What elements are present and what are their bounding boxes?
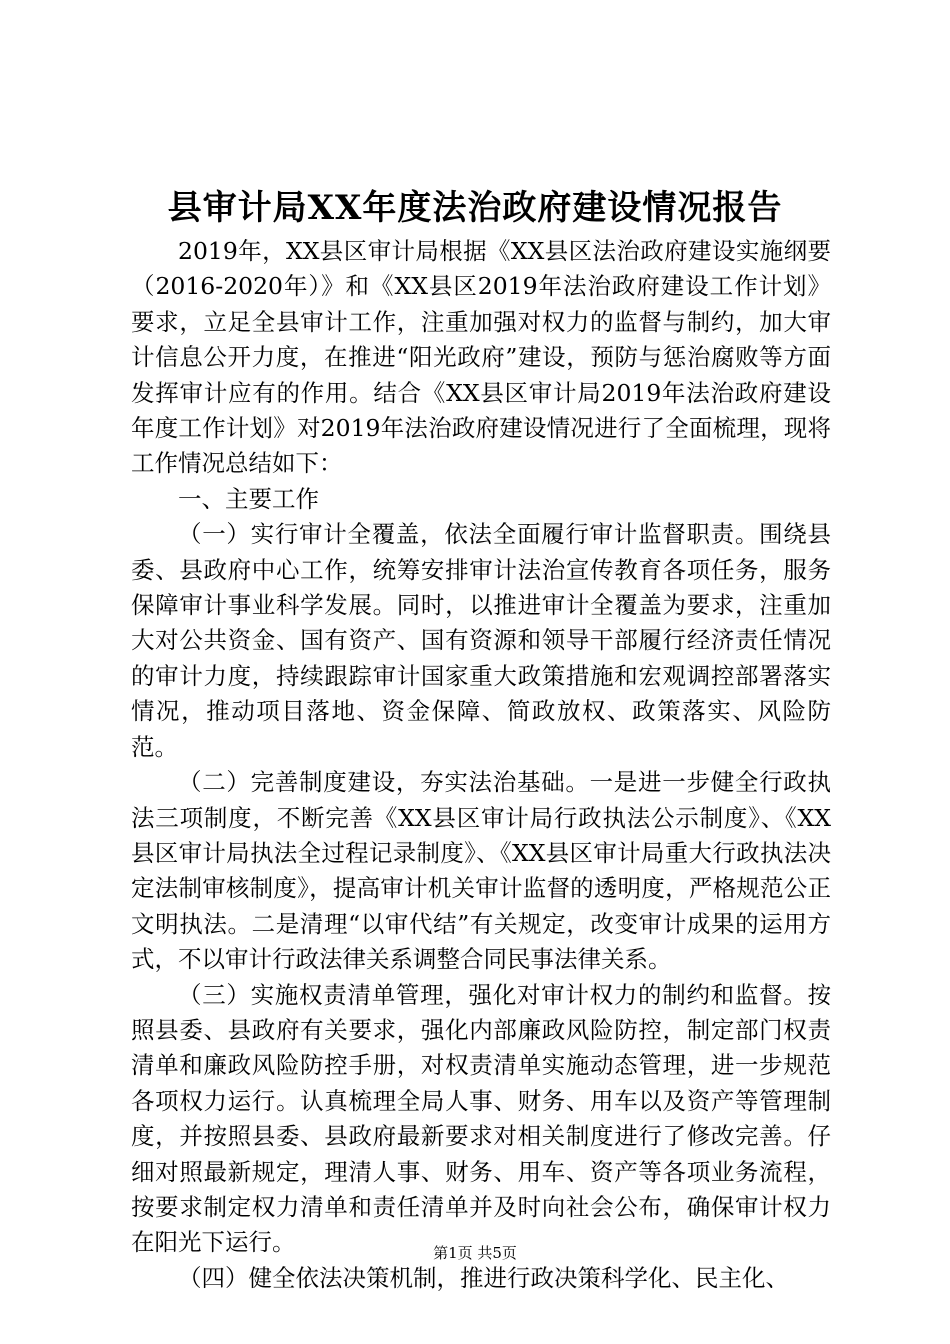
paragraph-item-4: （四）健全依法决策机制，推进行政决策科学化、民主化、 [178, 1263, 789, 1292]
document-title: 县审计局XX年度法治政府建设情况报告 [167, 188, 783, 228]
paragraph-item-3: （三）实施权责清单管理，强化对审计权力的制约和监督。按照县委、县政府有关要求，强化内部廉政风险防控，制定部门权责清单和廉政风险防控手册，对权责清单实施动态管理，进一步规范各项权力运行。认真梳理全局人事、财务、用车以及资产等管理制度，并按照县委、县政府最新要求对相关制度进行了修改完善。仔细对照最新规定，理清人事、财务、用车、资产等各项业务流程，按要求制定权力清单和责任清单并及时向社会公布，确保审计权力在阳光下运行。 [131, 980, 831, 1257]
page-number-footer: 第1页 共5页 [433, 1244, 517, 1262]
document-body [131, 234, 831, 1296]
paragraph-item-2: （二）完善制度建设，夯实法治基础。一是进一步健全行政执法三项制度，不断完善《XX县区审计局行政执法公示制度》、《XX县区审计局执法全过程记录制度》、《XX县区审计局重大行政执法决定法制审核制度》，提高审计机关审计监督的透明度，严格规范公正文明执法。二是清理“以审代结”有关规定，改变审计成果的运用方式，不以审计行政法律关系调整合同民事法律关系。 [131, 768, 831, 974]
paragraph-item-1: （一）实行审计全覆盖，依法全面履行审计监督职责。围绕县委、县政府中心工作，统筹安排审计法治宣传教育各项任务，服务保障审计事业科学发展。同时，以推进审计全覆盖为要求，注重加大对公共资金、国有资产、国有资源和领导干部履行经济责任情况的审计力度，持续跟踪审计国家重大政策措施和宏观调控部署落实情况，推动项目落地、资金保障、简政放权、政策落实、风险防范。 [131, 520, 831, 761]
section-heading-main-work: 一、主要工作 [178, 484, 319, 513]
intro-paragraph: 2019年，XX县区审计局根据《XX县区法治政府建设实施纲要（2016-2020年）》和《XX县区2019年法治政府建设工作计划》要求，立足全县审计工作，注重加强对权力的监督与制约，加大审计信息公开力度，在推进“阳光政府”建设，预防与惩治腐败等方面发挥审计应有的作用。结合《XX县区审计局2019年法治政府建设年度工作计划》对2019年法治政府建设情况进行了全面梳理，现将工作情况总结如下： [131, 237, 831, 478]
